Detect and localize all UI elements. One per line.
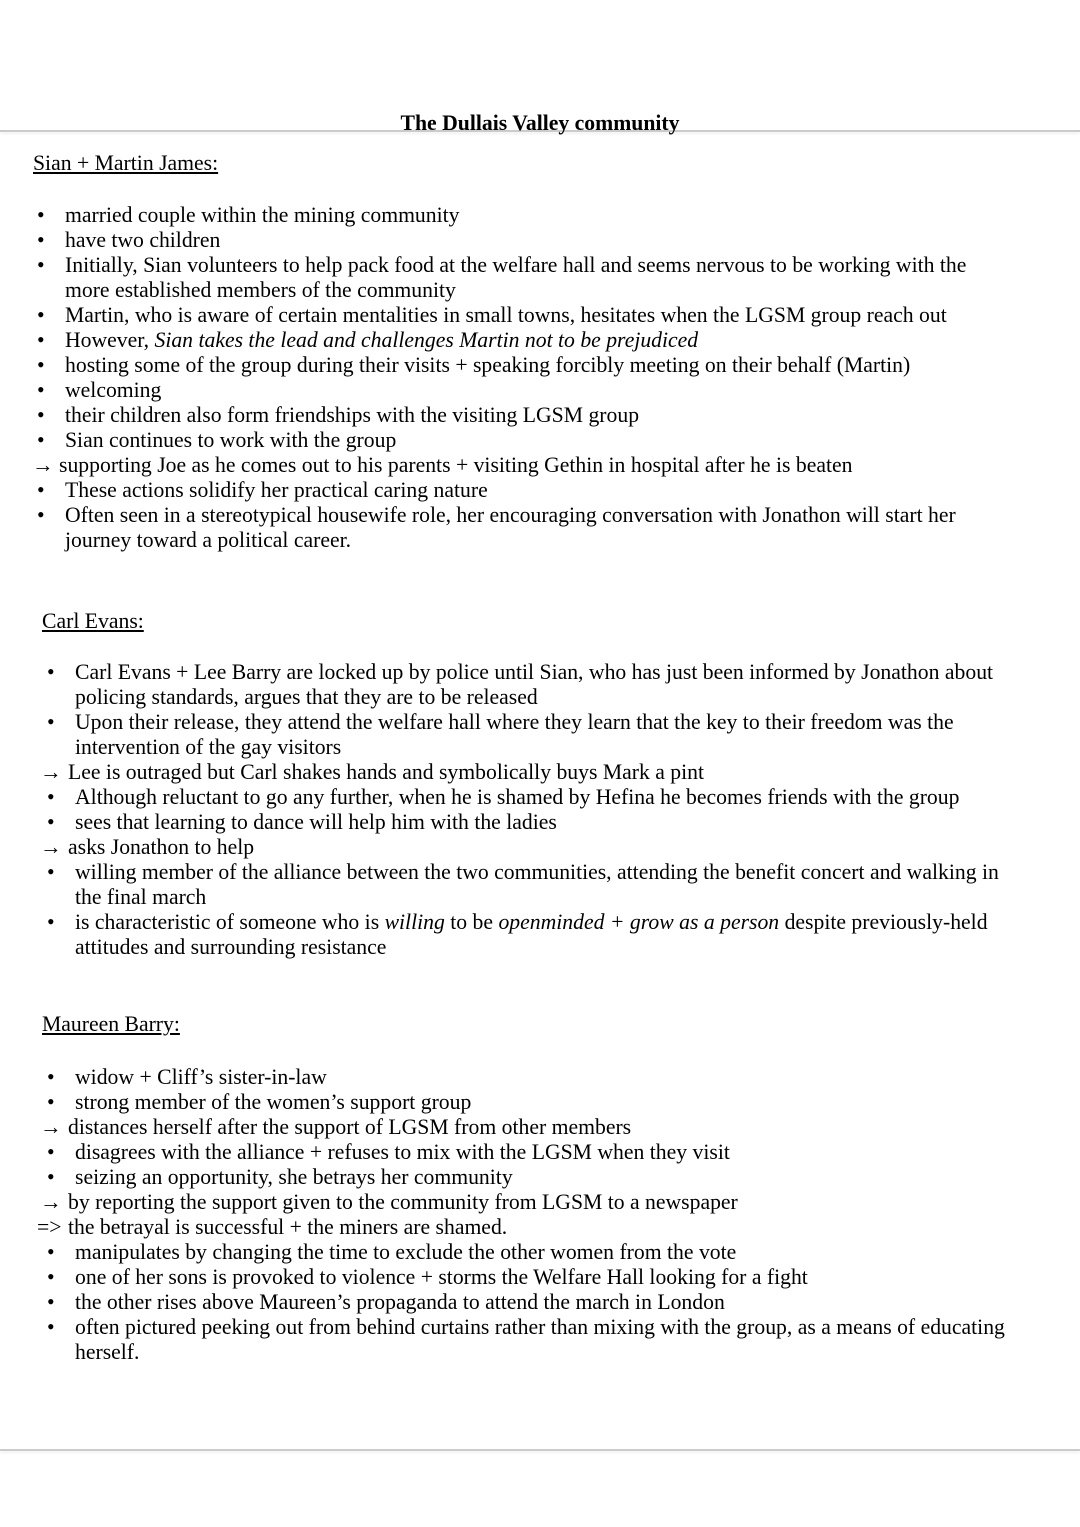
bullet-marker: • — [37, 328, 45, 352]
list-item-text: have two children — [65, 228, 221, 252]
bullet-marker: • — [37, 353, 45, 377]
list-item — [0, 353, 1080, 378]
list-item — [0, 403, 1080, 428]
section-heading: Maureen Barry: — [42, 1012, 180, 1036]
bullet-marker: • — [47, 810, 55, 834]
list-item — [0, 835, 1080, 860]
arrow-marker: → — [40, 1115, 62, 1139]
bullet-marker: • — [37, 228, 45, 252]
list-item-text: supporting Joe as he comes out to his parents + visiting Gethin in hospital after he is beaten — [59, 453, 853, 477]
bullet-marker: • — [37, 253, 45, 277]
list-item-text: These actions solidify her practical caring nature — [65, 478, 488, 502]
list-item-text: manipulates by changing the time to exclude the other women from the vote — [75, 1240, 737, 1264]
list-item — [0, 860, 1080, 910]
list-item — [0, 453, 1080, 478]
list-item-text: welcoming — [65, 378, 162, 402]
list-item — [0, 478, 1080, 503]
bullet-marker: • — [37, 203, 45, 227]
list-item — [0, 1265, 1080, 1290]
double-arrow-marker: => — [37, 1215, 62, 1239]
list-item — [0, 760, 1080, 785]
list-item-text: often pictured peeking out from behind curtains rather than mixing with the group, as a means of educating herself. — [75, 1315, 1005, 1364]
bullet-marker: • — [47, 785, 55, 809]
bullet-marker: • — [47, 710, 55, 734]
list-item — [0, 1290, 1080, 1315]
bullet-marker: • — [47, 1290, 55, 1314]
list-item-text: Martin, who is aware of certain mentalities in small towns, hesitates when the LGSM group reach out — [65, 303, 947, 327]
document-body — [0, 151, 1080, 1365]
list-item — [0, 228, 1080, 253]
list-item — [0, 1215, 1080, 1240]
document-title: The Dullais Valley community — [400, 111, 680, 135]
section-heading: Sian + Martin James: — [33, 151, 219, 175]
bullet-marker: • — [37, 428, 45, 452]
list-item-text: the other rises above Maureen’s propaganda to attend the march in London — [75, 1290, 725, 1314]
bullet-marker: • — [37, 403, 45, 427]
bullet-marker: • — [37, 478, 45, 502]
list-item-text: sees that learning to dance will help him with the ladies — [75, 810, 557, 834]
list-item-text: distances herself after the support of LGSM from other members — [68, 1115, 632, 1139]
character-section — [0, 1012, 1080, 1365]
list-item — [0, 1315, 1080, 1365]
list-item-text: the betrayal is successful + the miners are shamed. — [68, 1215, 508, 1239]
list-item — [0, 203, 1080, 228]
list-item-text: willing member of the alliance between the two communities, attending the benefit concert and walking in the final march — [75, 860, 999, 909]
list-item-text: strong member of the women’s support group — [75, 1090, 472, 1114]
list-item-text: Often seen in a stereotypical housewife role, her encouraging conversation with Jonathon will start her journey toward a political career. — [65, 503, 956, 552]
list-item — [0, 1190, 1080, 1215]
list-item — [0, 1240, 1080, 1265]
bullet-marker: • — [37, 503, 45, 527]
list-item-text: disagrees with the alliance + refuses to mix with the LGSM when they visit — [75, 1140, 730, 1164]
bullet-marker: • — [47, 860, 55, 884]
bullet-marker: • — [47, 1165, 55, 1189]
list-item-text: one of her sons is provoked to violence + storms the Welfare Hall looking for a fight — [75, 1265, 808, 1289]
list-item-text: Although reluctant to go any further, when he is shamed by Hefina he becomes friends with the group — [75, 785, 960, 809]
list-item — [0, 785, 1080, 810]
list-item-text: Carl Evans + Lee Barry are locked up by police until Sian, who has just been informed by Jonathon about policing standards, argues that they are to be released — [75, 660, 994, 709]
list-item-text: Sian continues to work with the group — [65, 428, 397, 452]
bullet-marker: • — [37, 378, 45, 402]
list-item — [0, 1090, 1080, 1115]
list-item — [0, 303, 1080, 328]
arrow-marker: → — [40, 835, 62, 859]
list-item-text: seizing an opportunity, she betrays her community — [75, 1165, 513, 1189]
list-item — [0, 503, 1080, 553]
character-section — [0, 609, 1080, 960]
list-item — [0, 660, 1080, 710]
bullet-marker: • — [37, 303, 45, 327]
notes-list — [0, 1065, 1080, 1365]
arrow-marker: → — [40, 1190, 62, 1214]
arrow-marker: → — [40, 760, 62, 784]
list-item — [0, 1115, 1080, 1140]
list-item-text: is characteristic of someone who is willing to be openminded + grow as a person despite previously-held attitudes and surrounding resistance — [75, 910, 988, 959]
list-item-text: asks Jonathon to help — [68, 835, 255, 859]
character-section — [0, 151, 1080, 553]
list-item-text: Upon their release, they attend the welfare hall where they learn that the key to their freedom was the intervention of the gay visitors — [75, 710, 954, 759]
page-divider-bottom — [0, 1449, 1080, 1451]
list-item — [0, 1165, 1080, 1190]
list-item-text: widow + Cliff’s sister-in-law — [75, 1065, 327, 1089]
notes-list — [0, 660, 1080, 960]
bullet-marker: • — [47, 1065, 55, 1089]
list-item-text: hosting some of the group during their visits + speaking forcibly meeting on their behalf (Martin) — [65, 353, 911, 377]
list-item — [0, 428, 1080, 453]
list-item — [0, 1065, 1080, 1090]
list-item-text: Lee is outraged but Carl shakes hands and symbolically buys Mark a pint — [68, 760, 705, 784]
list-item-text: by reporting the support given to the community from LGSM to a newspaper — [68, 1190, 738, 1214]
list-item — [0, 810, 1080, 835]
list-item-text: Initially, Sian volunteers to help pack food at the welfare hall and seems nervous to be working with the more established members of the community — [65, 253, 967, 302]
list-item — [0, 1140, 1080, 1165]
bullet-marker: • — [47, 1140, 55, 1164]
arrow-marker: → — [32, 453, 54, 477]
notes-list — [0, 203, 1080, 553]
section-heading: Carl Evans: — [42, 609, 144, 633]
bullet-marker: • — [47, 1090, 55, 1114]
list-item-text: their children also form friendships with the visiting LGSM group — [65, 403, 640, 427]
list-item — [0, 328, 1080, 353]
bullet-marker: • — [47, 1240, 55, 1264]
bullet-marker: • — [47, 660, 55, 684]
list-item — [0, 910, 1080, 960]
list-item — [0, 378, 1080, 403]
bullet-marker: • — [47, 1265, 55, 1289]
list-item — [0, 710, 1080, 760]
list-item-text: However, Sian takes the lead and challenges Martin not to be prejudiced — [65, 328, 699, 352]
bullet-marker: • — [47, 1315, 55, 1339]
bullet-marker: • — [47, 910, 55, 934]
list-item — [0, 253, 1080, 303]
list-item-text: married couple within the mining community — [65, 203, 460, 227]
